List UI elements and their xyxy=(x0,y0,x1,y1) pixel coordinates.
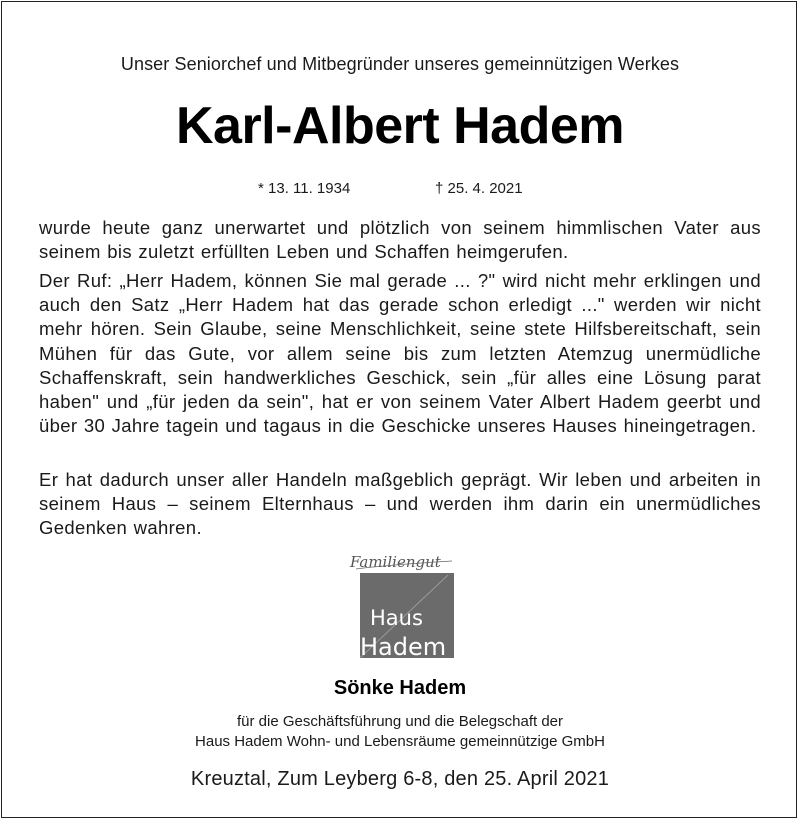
paragraph-2: Der Ruf: „Herr Hadem, können Sie mal gerade ... ?" wird nicht mehr erklingen und auch den Satz „Herr Hadem hat das gerade schon erledigt ..." werden wir nicht mehr hören. Sein Glaube, seine Menschlichkeit, seine stete Hilfsbereitschaft, sein Mühen für das Gute, vor allem seine bis zum letzten Atemzug unermüdliche Schaffenskraft, sein handwerkliches Geschick, sein „für alles eine Lösung parat haben" und „für jeden da sein", hat er von seinem Vater Albert Hadem geerbt und über 30 Jahre tagein und tagaus in die Geschicke unseres Hauses hineingetragen. xyxy=(39,270,761,437)
signer-role-line-1: für die Geschäftsführung und die Belegschaft der xyxy=(236,713,564,730)
logo-script-text: Familiengut xyxy=(350,553,441,571)
signer-role-line-2: Haus Hadem Wohn- und Lebensräume gemeinnützige GmbH xyxy=(195,733,605,750)
paragraph-3: Er hat dadurch unser aller Handeln maßgeblich geprägt. Wir leben und arbeiten in seinem Haus – seinem Elternhaus – und werden ihm darin ein unermüdliches Gedenken wahren. xyxy=(39,469,761,539)
haus-hadem-logo xyxy=(346,547,460,662)
paragraph-1: wurde heute ganz unerwartet und plötzlich von seinem himmlischen Vater aus seinem bis zuletzt erfüllten Leben und Schaffen heimgerufen. xyxy=(39,217,761,263)
logo-graphic xyxy=(346,547,460,662)
death-date: † 25. 4. 2021 xyxy=(435,180,523,197)
signer-name: Sönke Hadem xyxy=(333,677,467,699)
logo-line-2: Hadem xyxy=(360,633,447,661)
logo-line-1: Haus xyxy=(370,606,423,630)
place-and-date: Kreuztal, Zum Leyberg 6-8, den 25. April 2021 xyxy=(190,768,610,790)
birth-date: * 13. 11. 1934 xyxy=(258,180,351,197)
intro-line: Unser Seniorchef und Mitbegründer unseres gemeinnützigen Werkes xyxy=(120,54,680,74)
deceased-name: Karl-Albert Hadem xyxy=(175,97,625,155)
